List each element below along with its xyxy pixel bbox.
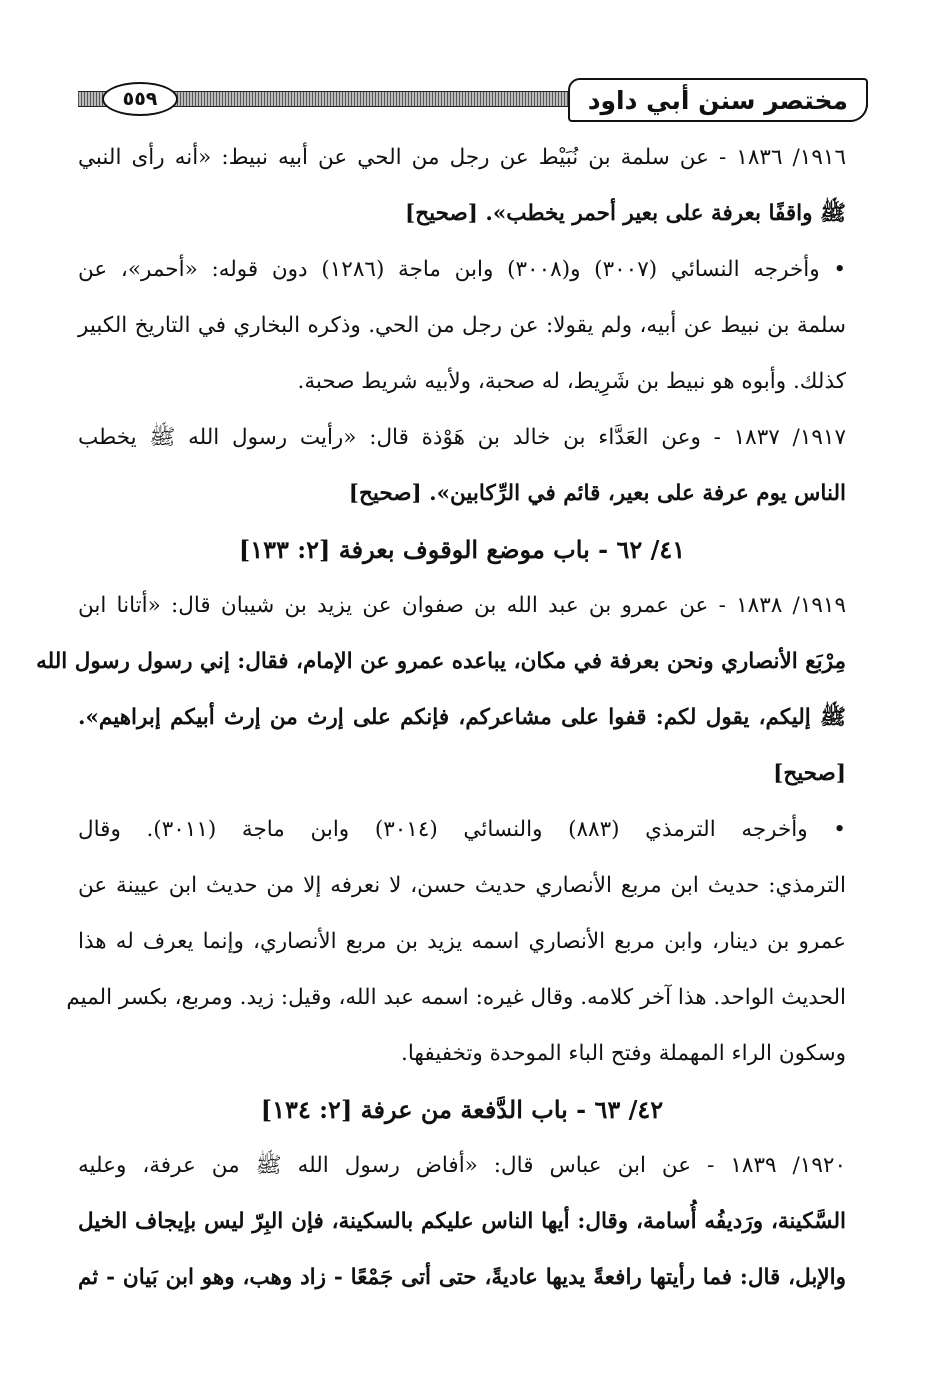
- text-line: ١٩٢٠/ ١٨٣٩ - عن ابن عباس قال: «أفاض رسول الله ﷺ من عرفة، وعليه: [78, 1153, 846, 1178]
- text-line: الناس يوم عرفة على بعير، قائم في الرِّكابين». [صحيح]: [348, 481, 846, 506]
- text-line: ﷺ إليكم، يقول لكم: قفوا على مشاعركم، فإنكم على إرث من إرث أبيكم إبراهيم».: [78, 705, 846, 730]
- text-line: الحديث الواحد. هذا آخر كلامه. وقال غيره: اسمه عبد الله، وقيل: زيد. ومربع، بكسر الميم: [66, 985, 846, 1010]
- text-line: • وأخرجه النسائي (٣٠٠٧) و(٣٠٠٨) وابن ماجة (١٢٨٦) دون قوله: «أحمر»، عن: [78, 257, 846, 282]
- text-line: مِرْبَع الأنصاري ونحن بعرفة في مكان، يباعده عمرو عن الإمام، فقال: إني رسول رسول الله: [36, 649, 846, 674]
- text-line: ﷺ واقفًا بعرفة على بعير أحمر يخطب». [صحيح]: [405, 201, 846, 226]
- text-line: [صحيح]: [773, 761, 846, 786]
- text-line: ١٩١٧/ ١٨٣٧ - وعن العَدَّاء بن خالد بن هَوْذة قال: «رأيت رسول الله ﷺ يخطب: [78, 425, 847, 450]
- text-line: عمرو بن دينار، وابن مربع الأنصاري اسمه يزيد بن مربع الأنصاري، وإنما يعرف له هذا: [78, 929, 846, 954]
- chapter-heading: ٤٢/ ٦٣ - باب الدَّفعة من عرفة [٢: ١٣٤]: [260, 1095, 664, 1124]
- chapter-heading: ٤١/ ٦٢ - باب موضع الوقوف بعرفة [٢: ١٣٣]: [238, 535, 686, 564]
- text-line: الترمذي: حديث ابن مربع الأنصاري حديث حسن، لا نعرفه إلا من حديث ابن عيينة عن: [78, 873, 846, 898]
- page-number: ٥٥٩: [102, 82, 178, 116]
- text-line: • وأخرجه الترمذي (٨٨٣) والنسائي (٣٠١٤) وابن ماجة (٣٠١١). وقال: [78, 817, 846, 842]
- text-line: والإبل، قال: فما رأيتها رافعةً يديها عاديةً، حتى أتى جَمْعًا - زاد وهب، وهو ابن بَيان - ثم: [78, 1265, 846, 1290]
- text-line: وسكون الراء المهملة وفتح الباء الموحدة وتخفيفها.: [401, 1041, 846, 1066]
- text-line: السَّكينة، ورَديفُه أُسامة، وقال: أيها الناس عليكم بالسكينة، فإن البِرّ ليس بإيجاف الخيل: [78, 1209, 846, 1234]
- text-line: ١٩١٩/ ١٨٣٨ - عن عمرو بن عبد الله بن صفوان عن يزيد بن شيبان قال: «أتانا ابن: [78, 593, 847, 618]
- page-header: [78, 78, 868, 130]
- text-line: سلمة بن نبيط عن أبيه، ولم يقولا: عن رجل من الحي. وذكره البخاري في التاريخ الكبير: [78, 313, 846, 338]
- text-line: ١٩١٦/ ١٨٣٦ - عن سلمة بن نُبَيْط عن رجل من الحي عن أبيه نبيط: «أنه رأى النبي: [78, 145, 846, 170]
- book-title: مختصر سنن أبي داود: [568, 78, 868, 122]
- page-body: [36, 130, 847, 1306]
- text-line: كذلك. وأبوه هو نبيط بن شَرِيط، له صحبة، ولأبيه شريط صحبة.: [297, 369, 846, 394]
